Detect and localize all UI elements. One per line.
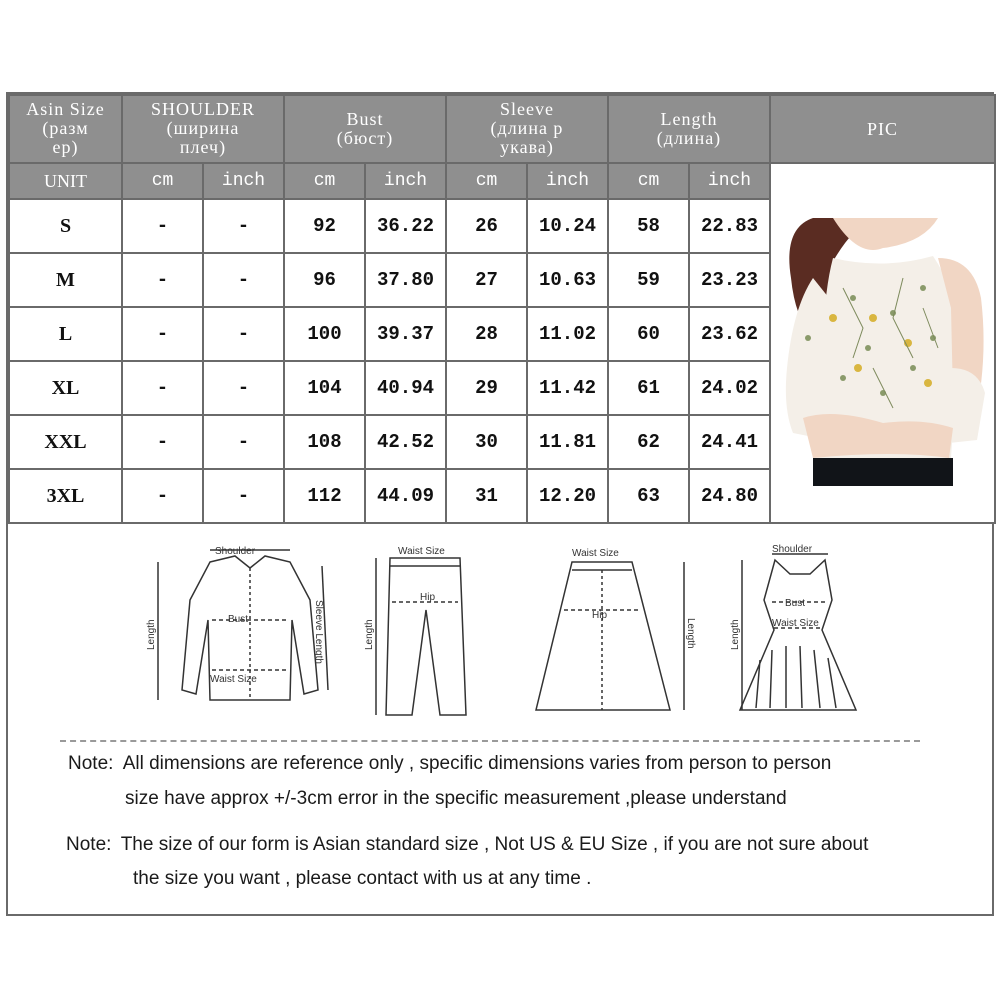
note-2-text-1: The size of our form is Asian standard size , Not US & EU Size , if you are not sure about [120, 834, 869, 855]
sleeve-cm: 29 [446, 361, 527, 415]
note-2-text-2: the size you want , please contact with us at any time . [133, 868, 592, 889]
sleeve-inch: 11.02 [527, 307, 608, 361]
dress-length-label: Length [730, 619, 741, 650]
note-2-label: Note: [66, 834, 112, 855]
shirt-shoulder-label: Shoulder [215, 546, 256, 557]
sleeve-inch: 11.81 [527, 415, 608, 469]
bust-inch: 39.37 [365, 307, 446, 361]
length-cm: 63 [608, 469, 689, 523]
header-asin-line2: (разм [42, 118, 89, 138]
skirt-waist-label: Waist Size [572, 548, 619, 559]
sleeve-inch: 11.42 [527, 361, 608, 415]
length-inch: 24.02 [689, 361, 770, 415]
unit-bust-inch: inch [365, 163, 446, 199]
sleeve-cm: 31 [446, 469, 527, 523]
length-cm: 58 [608, 199, 689, 253]
header-shoulder-line1: SHOULDER [150, 99, 255, 119]
shoulder-cm: - [122, 307, 203, 361]
header-shoulder-line3: плеч) [179, 137, 227, 157]
unit-sleeve-inch: inch [527, 163, 608, 199]
bust-inch: 36.22 [365, 199, 446, 253]
header-sleeve-line3: укава) [500, 137, 554, 157]
sleeve-cm: 26 [446, 199, 527, 253]
length-inch: 24.80 [689, 469, 770, 523]
length-inch: 23.62 [689, 307, 770, 361]
size-label: L [9, 307, 122, 361]
skirt-shape [813, 458, 953, 486]
header-sleeve-line1: Sleeve [500, 99, 554, 119]
unit-bust-cm: cm [284, 163, 365, 199]
header-pic: PIC [770, 95, 995, 163]
note-1-line-1 [68, 753, 831, 775]
unit-shoulder-cm: cm [122, 163, 203, 199]
bust-cm: 104 [284, 361, 365, 415]
length-cm: 61 [608, 361, 689, 415]
note-2-line-2 [133, 868, 591, 890]
note-1-line-2 [125, 788, 787, 810]
note-1-text-1: All dimensions are reference only , specific dimensions varies from person to person [122, 753, 832, 774]
length-cm: 59 [608, 253, 689, 307]
shoulder-inch: - [203, 469, 284, 523]
sleeve-inch: 10.24 [527, 199, 608, 253]
header-length-line2: (длина) [656, 128, 722, 148]
dress-bust-label: Bust [785, 598, 806, 609]
skirt-hip-label: Hip [592, 610, 608, 621]
shoulder-inch: - [203, 253, 284, 307]
length-inch: 23.23 [689, 253, 770, 307]
shoulder-inch: - [203, 415, 284, 469]
pants-waist-label: Waist Size [398, 546, 445, 557]
length-inch: 22.83 [689, 199, 770, 253]
unit-label: UNIT [9, 163, 122, 199]
bust-inch: 37.80 [365, 253, 446, 307]
bust-cm: 100 [284, 307, 365, 361]
unit-shoulder-inch: inch [203, 163, 284, 199]
header-asin-line1: Asin Size [26, 99, 105, 119]
header-length-line1: Length [660, 109, 718, 129]
pants-diagram [376, 558, 466, 715]
shoulder-inch: - [203, 199, 284, 253]
header-bust-line1: Bust [346, 109, 384, 129]
sleeve-inch: 12.20 [527, 469, 608, 523]
header-asin-line3: ер) [52, 137, 79, 157]
bust-cm: 92 [284, 199, 365, 253]
bust-cm: 112 [284, 469, 365, 523]
dress-shoulder-label: Shoulder [772, 544, 813, 555]
product-photo [773, 218, 991, 486]
size-label: M [9, 253, 122, 307]
header-shoulder-line2: (ширина [166, 118, 240, 138]
skirt-length-label: Length [685, 618, 696, 649]
bust-inch: 40.94 [365, 361, 446, 415]
shoulder-cm: - [122, 253, 203, 307]
bust-cm: 96 [284, 253, 365, 307]
shoulder-cm: - [122, 361, 203, 415]
header-asin-size [9, 95, 122, 163]
shoulder-cm: - [122, 469, 203, 523]
note-1-label: Note: [68, 753, 114, 774]
note-2-line-1 [66, 834, 868, 856]
unit-length-inch: inch [689, 163, 770, 199]
header-length [608, 95, 770, 163]
bust-cm: 108 [284, 415, 365, 469]
unit-row [9, 163, 995, 199]
shirt-length-label: Length [146, 619, 157, 650]
measurement-diagrams [140, 540, 940, 730]
shirt-bust-label: Bust [228, 614, 249, 625]
length-cm: 60 [608, 307, 689, 361]
skirt-diagram [536, 562, 684, 710]
sleeve-cm: 27 [446, 253, 527, 307]
header-bust-line2: (бюст) [336, 128, 394, 148]
length-cm: 62 [608, 415, 689, 469]
bust-inch: 44.09 [365, 469, 446, 523]
dashed-divider [60, 740, 920, 742]
bust-inch: 42.52 [365, 415, 446, 469]
header-row [9, 95, 995, 163]
header-shoulder [122, 95, 284, 163]
size-label: XL [9, 361, 122, 415]
shirt-waist-label: Waist Size [210, 674, 257, 685]
sleeve-cm: 28 [446, 307, 527, 361]
size-label: XXL [9, 415, 122, 469]
header-bust [284, 95, 446, 163]
size-label: 3XL [9, 469, 122, 523]
dress-diagram [740, 554, 856, 710]
pants-hip-label: Hip [420, 592, 436, 603]
unit-sleeve-cm: cm [446, 163, 527, 199]
header-sleeve-line2: (длина р [490, 118, 564, 138]
shoulder-cm: - [122, 199, 203, 253]
shoulder-inch: - [203, 307, 284, 361]
note-1-text-2: size have approx +/-3cm error in the specific measurement ,please understand [125, 788, 787, 809]
shoulder-cm: - [122, 415, 203, 469]
size-label: S [9, 199, 122, 253]
dress-waist-label: Waist Size [772, 618, 819, 629]
shoulder-inch: - [203, 361, 284, 415]
length-inch: 24.41 [689, 415, 770, 469]
header-sleeve [446, 95, 608, 163]
shirt-sleeve-label: Sleeve Length [313, 600, 324, 664]
sleeve-cm: 30 [446, 415, 527, 469]
pants-length-label: Length [364, 619, 375, 650]
unit-length-cm: cm [608, 163, 689, 199]
sleeve-inch: 10.63 [527, 253, 608, 307]
